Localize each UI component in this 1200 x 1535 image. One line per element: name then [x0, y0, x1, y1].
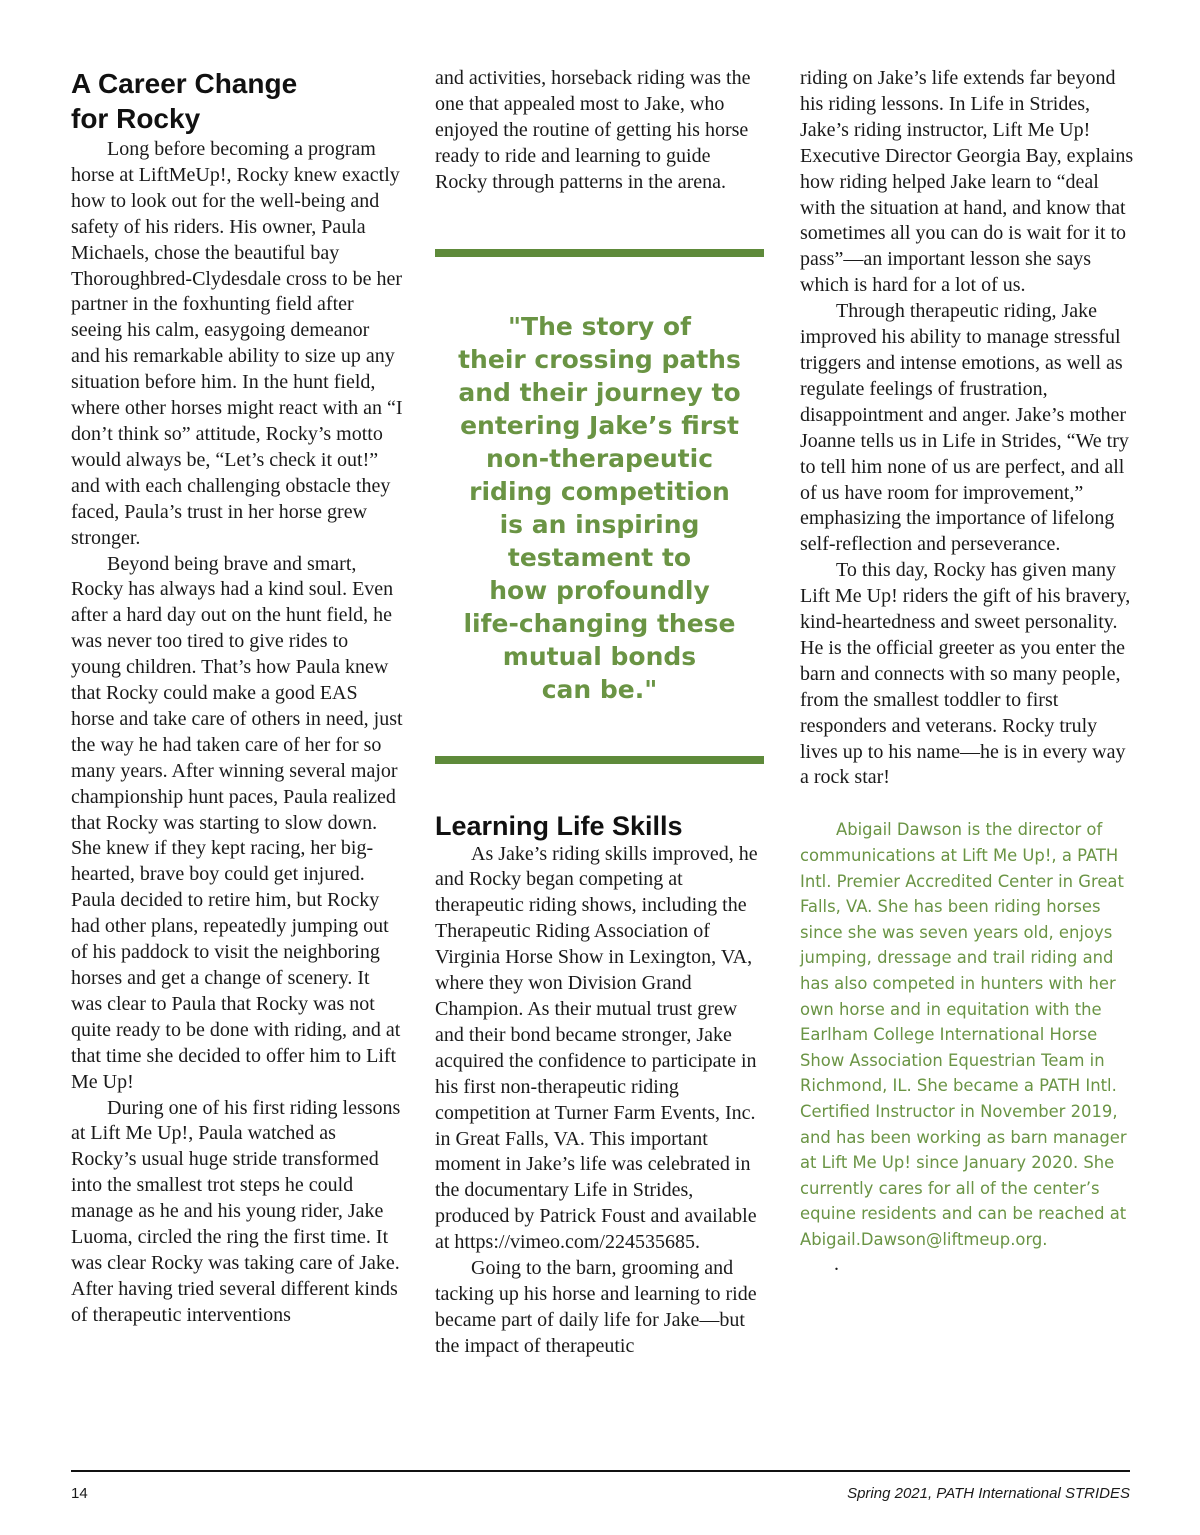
pullquote-bottom-rule: [435, 756, 764, 764]
paragraph: Going to the barn, grooming and tacking up his horse and learning to ride became part of daily life for Jake—but the impact of therapeutic: [435, 1257, 757, 1357]
pullquote-top-rule: [435, 249, 764, 257]
article-title-line-1: A Career Change: [71, 68, 298, 99]
paragraph: During one of his first riding lessons at Lift Me Up!, Paula watched as Rocky’s usual huge stride transformed into the smallest trot steps he could manage as he and his young rider, Jake Luoma, circled the ring the first time. It was clear Rocky was taking care of Jake. After having tried several different kinds of therapeutic interventions: [71, 1096, 401, 1326]
column-1: [71, 66, 403, 1329]
footer-rule: [71, 1470, 1130, 1472]
paragraph: To this day, Rocky has given many Lift Me Up! riders the gift of his bravery, kind-heartedness and sweet personality. He is the official greeter as you enter the barn and connects with so many people, from the smallest toddler to first responders and veterans. Rocky truly lives up to his name—he is in every way a rock star!: [800, 559, 1131, 789]
page-number: 14: [71, 1485, 88, 1502]
paragraph: Long before becoming a program horse at LiftMeUp!, Rocky knew exactly how to look out for the well-being and safety of his riders. His owner, Paula Michaels, chose the beautiful bay Thoroughbred-Clydesdale cross to be her partner in the foxhunting field after seeing his calm, easygoing demeanor and his remarkable ability to size up any situation before him. In the hunt field, where other horses might react with an “I don’t think so” attitude, Rocky’s motto would always be, “Let’s check it out!” and with each challenging obstacle they faced, Paula’s trust in her horse grew stronger.: [71, 138, 403, 549]
pull-quote: "The story of their crossing paths and their journey to entering Jake’s first non-therapeutic riding competition is an inspiring testament to how profoundly life-changing these mutual bonds can be.": [458, 311, 741, 704]
paragraph: Through therapeutic riding, Jake improved his ability to manage stressful triggers and intense emotions, as well as regulate feelings of frustration, disappointment and anger. Jake’s mother Joanne tells us in Life in Strides, “We try to tell him none of us are perfect, and all of us have room for improvement,” emphasizing the importance of lifelong self-reflection and perseverance.: [800, 300, 1129, 556]
paragraph: As Jake’s riding skills improved, he and Rocky began competing at therapeutic riding shows, including the Therapeutic Riding Association of Virginia Horse Show in Lexington, VA, where they won Division Grand Champion. As their mutual trust grew and their bond became stronger, Jake acquired the confidence to participate in his first non-therapeutic riding competition at Turner Farm Events, Inc. in Great Falls, VA. This important moment in Jake’s life was celebrated in the documentary Life in Strides, produced by Patrick Foust and available at https://vimeo.com/224535685.: [435, 842, 758, 1254]
article-title-line-2: for Rocky: [71, 103, 201, 134]
publication-title: Spring 2021, PATH International STRIDES: [847, 1485, 1130, 1502]
author-bio: Abigail Dawson is the director of communications at Lift Me Up!, a PATH Intl. Premier Accredited Center in Great Falls, VA. She has been riding horses since she was seven years old, enjoys jumping, dressage and trail riding and has also competed in hunters with her own horse and in equitation with the Earlham College International Horse Show Association Equestrian Team in Richmond, IL. She became a PATH Intl. Certified Instructor in November 2019, and has been working as barn manager at Lift Me Up! since January 2020. She currently cares for all of the center’s equine residents and can be reached at Abigail.Dawson@liftmeup.org.: [800, 820, 1127, 1249]
section-heading: Learning Life Skills: [435, 810, 683, 841]
paragraph: riding on Jake’s life extends far beyond his riding lessons. In Life in Strides, Jake’s riding instructor, Lift Me Up! Executive Director Georgia Bay, explains how riding helped Jake learn to “deal with the situation at hand, and know that sometimes all you can do is wait for it to pass”—an important lesson she says which is hard for a lot of us.: [800, 67, 1134, 297]
paragraph: and activities, horseback riding was the one that appealed most to Jake, who enjoyed the routine of getting his horse ready to ride and learning to guide Rocky through patterns in the arena.: [435, 67, 751, 193]
article-title: [71, 66, 403, 136]
paragraph: Beyond being brave and smart, Rocky has always had a kind soul. Even after a hard day out on the hunt field, he was never too tired to give rides to young children. That’s how Paula knew that Rocky could make a good EAS horse and take care of others in need, just the way he had taken care of her for so many years. After winning several major championship hunt paces, Paula realized that Rocky was starting to slow down. She knew if they kept racing, her big-hearted, brave boy could get injured. Paula decided to retire him, but Rocky had other plans, repeatedly jumping out of his paddock to visit the neighboring horses and get a change of scenery. It was clear to Paula that Rocky was not quite ready to be done with riding, and at that time she decided to offer him to Lift Me Up!: [71, 552, 403, 1093]
column-2: [435, 66, 767, 1360]
stray-mark: .: [834, 1253, 839, 1276]
column-3: [800, 66, 1135, 1278]
